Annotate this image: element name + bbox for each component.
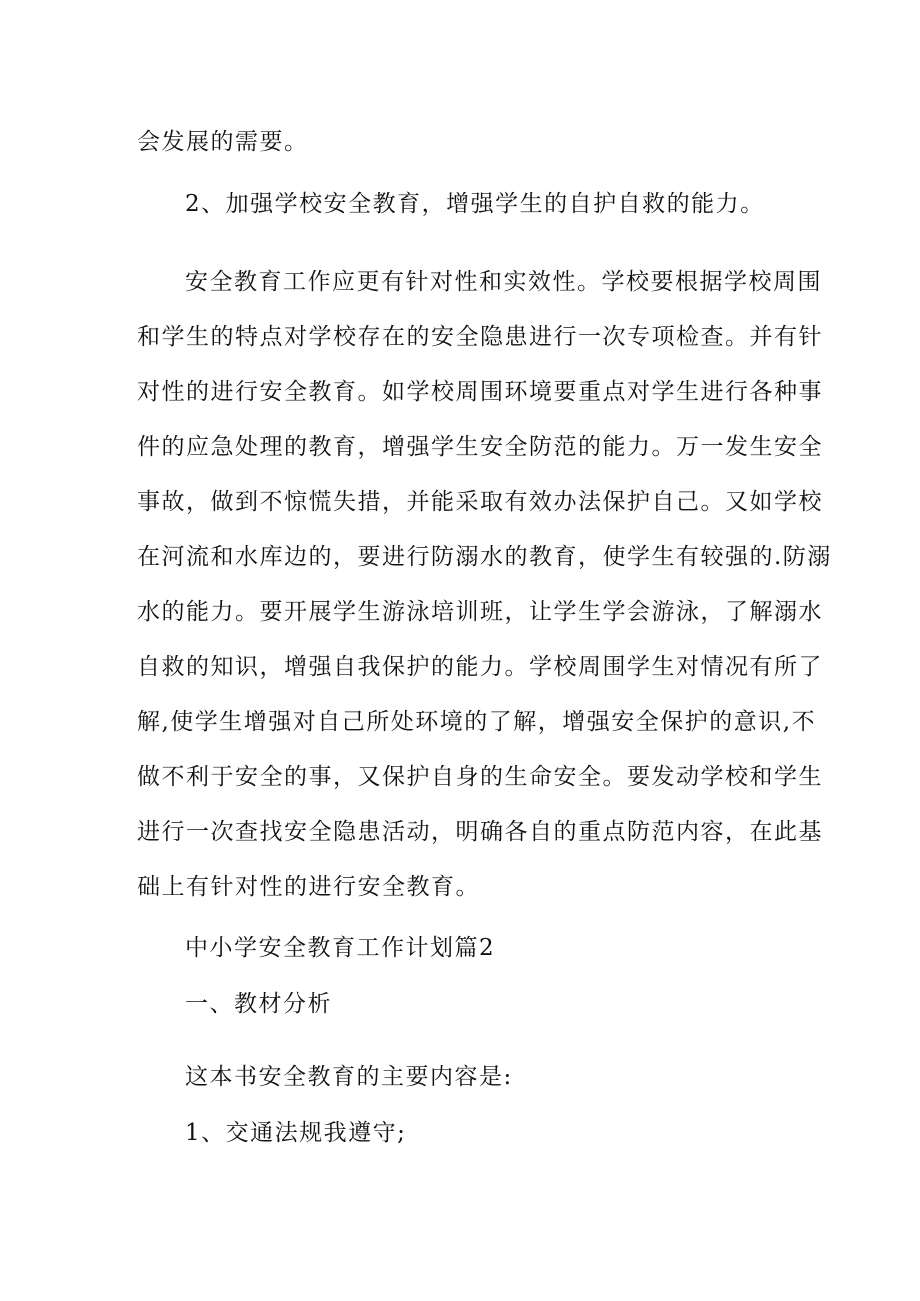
text-line: 自救的知识，增强自我保护的能力。学校周围学生对情况有所了 xyxy=(137,654,823,680)
text-line: 件的应急处理的教育，增强学生安全防范的能力。万一发生安全 xyxy=(137,434,823,460)
list-item: 2、加强学校安全教育，增强学生的自护自救的能力。 xyxy=(185,191,765,217)
text-line: 进行一次查找安全隐患活动，明确各自的重点防范内容，在此基 xyxy=(137,819,823,845)
text-line: 水的能力。要开展学生游泳培训班，让学生学会游泳，了解溺水 xyxy=(137,599,823,625)
paragraph-first-line: 安全教育工作应更有针对性和实效性。学校要根据学校周围 xyxy=(185,269,822,295)
text-line: 在河流和水库边的，要进行防溺水的教育，使学生有较强的.防溺 xyxy=(137,544,832,570)
text-line: 和学生的特点对学校存在的安全隐患进行一次专项检查。并有针 xyxy=(137,324,823,350)
section-heading: 一、教材分析 xyxy=(185,991,332,1017)
text-line: 做不利于安全的事，又保护自身的生命安全。要发动学校和学生 xyxy=(137,764,823,790)
section-title: 中小学安全教育工作计划篇2 xyxy=(185,935,496,961)
text-line: 会发展的需要。 xyxy=(137,129,309,155)
text-line: 对性的进行安全教育。如学校周围环境要重点对学生进行各种事 xyxy=(137,379,823,405)
list-item: 1、交通法规我遵守; xyxy=(185,1120,407,1146)
paragraph-text: 这本书安全教育的主要内容是: xyxy=(185,1064,513,1090)
text-line: 础上有针对性的进行安全教育。 xyxy=(137,874,480,900)
text-line: 解,使学生增强对自己所处环境的了解，增强安全保护的意识,不 xyxy=(137,709,817,735)
text-line: 事故，做到不惊慌失措，并能采取有效办法保护自己。又如学校 xyxy=(137,489,823,515)
